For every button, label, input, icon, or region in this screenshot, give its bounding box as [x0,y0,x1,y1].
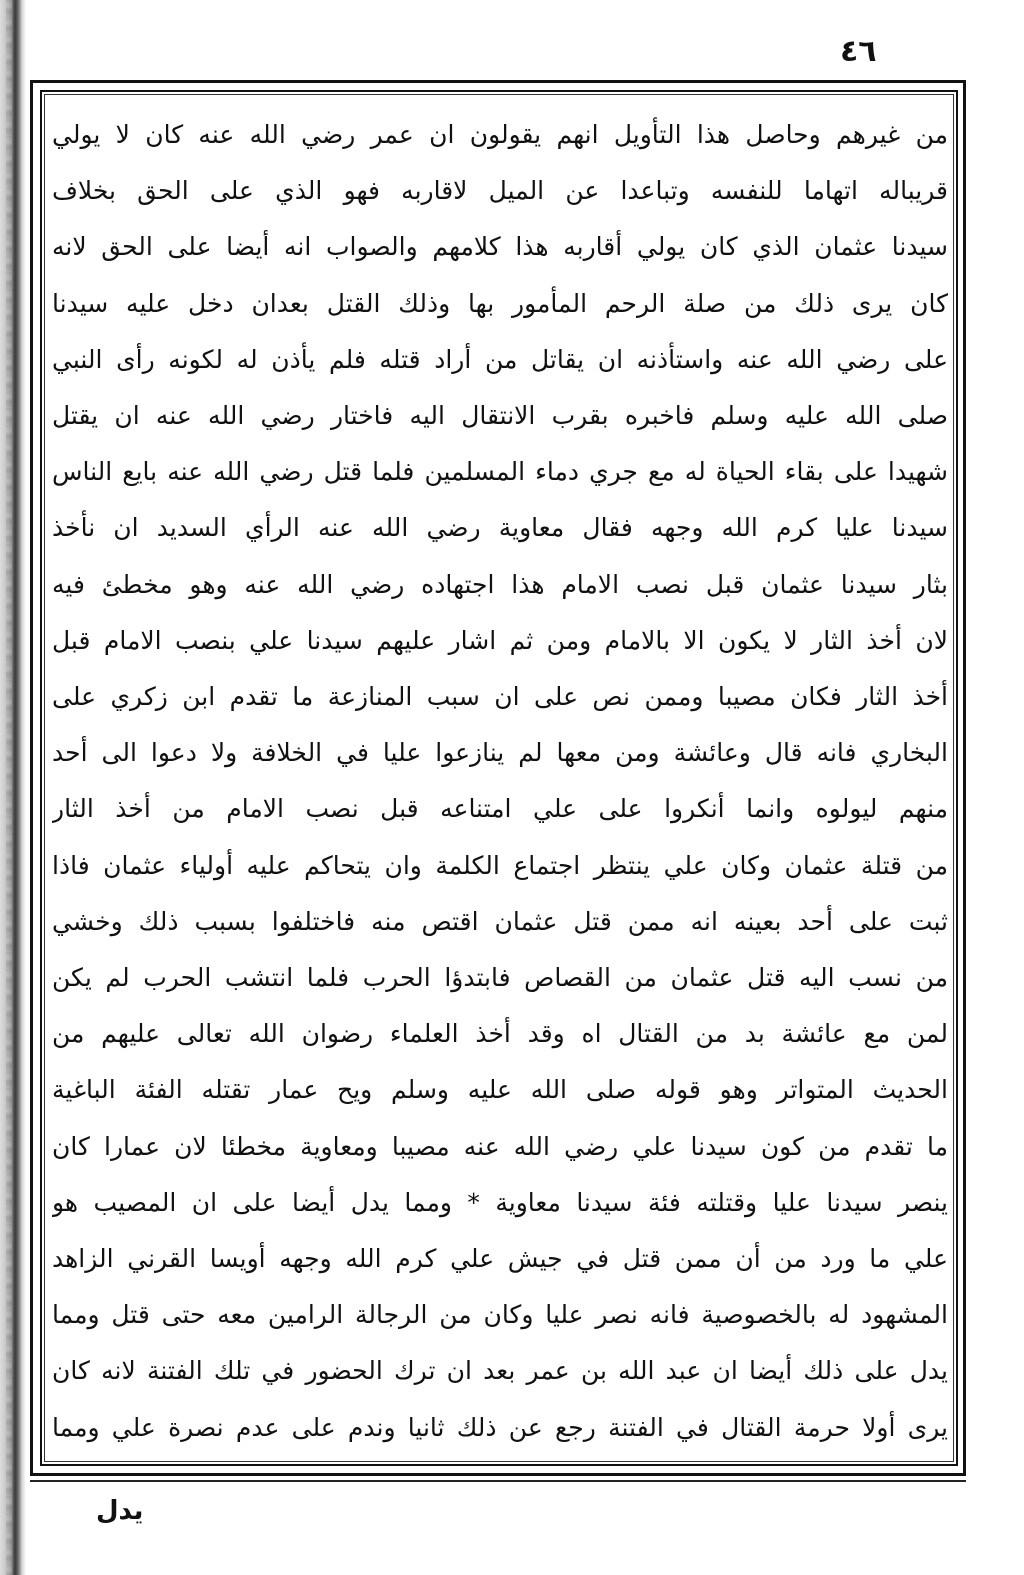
text-line: علي ما ورد من أن ممن قتل في جيش علي كرم الله وجهه أويسا القرني الزاهد [52,1244,948,1273]
text-line: سيدنا عثمان الذي كان يولي أقاربه هذا كلامهم والصواب انه أيضا على الحق لانه [52,232,948,262]
text-line: أخذ الثار فكان مصيبا وممن نص على ان سبب المنازعة ما تقدم ابن زكري على [52,682,948,711]
text-line: ينصر سيدنا عليا وقتلته فئة سيدنا معاوية * ومما يدل أيضا على ان المصيب هو [52,1187,948,1217]
text-line: يدل على ذلك أيضا ان عبد الله بن عمر بعد ان ترك الحضور في تلك الفتنة لانه كان [52,1356,948,1386]
text-line: قريباله اتهاما للنفسه وتباعدا عن الميل لاقاربه فهو الذي على الحق بخلاف [52,176,948,206]
text-line: لمن مع عائشة بد من القتال اه وقد أخذ العلماء رضوان الله تعالى عليهم من [52,1019,948,1049]
scan-gutter-texture [6,0,12,1575]
text-line: صلى الله عليه وسلم فاخبره بقرب الانتقال اليه فاختار رضي الله عنه ان يقتل [52,401,948,430]
text-line: يرى أولا حرمة القتال في الفتنة رجع عن ذلك ثانيا وندم على عدم نصرة علي ومما [52,1412,948,1442]
text-line: ما تقدم من كون سيدنا علي رضي الله عنه مصيبا ومعاوية مخطئا لان عمارا كان [52,1131,948,1161]
text-line: ثبت على أحد بعينه انه ممن قتل عثمان اقتص منه فاختلفوا بسبب ذلك وخشي [52,906,948,936]
text-line: على رضي الله عنه واستأذنه ان يقاتل من أراد قتله فلم يأذن له لكونه رأى النبي [52,344,948,374]
scan-gutter-shadow [0,0,26,1575]
body-text [52,100,948,1456]
text-line: الحديث المتواتر وهو قوله صلى الله عليه وسلم ويح عمار تقتله الفئة الباغية [52,1075,948,1105]
text-line: كان يرى ذلك من صلة الرحم المأمور بها وذلك القتل بعدان دخل عليه سيدنا [52,288,948,318]
bottom-rule [30,1480,966,1482]
text-line: المشهود له بالخصوصية فانه نصر عليا وكان من الرجالة الرامين معه حتى قتل ومما [52,1300,948,1330]
text-line: من غيرهم وحاصل هذا التأويل انهم يقولون ان عمر رضي الله عنه كان لا يولي [52,120,948,149]
text-line: شهيدا على بقاء الحياة له مع جري دماء المسلمين فلما قتل رضي الله عنه بايع الناس [52,457,948,487]
text-line: من نسب اليه قتل عثمان من القصاص فابتدؤا الحرب فلما انتشب الحرب لم يكن [52,963,948,992]
text-line: البخاري فانه قال وعائشة ومن معها لم ينازعوا عليا في الخلافة ولا دعوا الى أحد [52,738,948,768]
text-line: من قتلة عثمان وكان علي ينتظر اجتماع الكلمة وان يتحاكم عليه أولياء عثمان فاذا [52,850,948,880]
text-line: سيدنا عليا كرم الله وجهه فقال معاوية رضي الله عنه الرأي السديد ان نأخذ [52,513,948,543]
text-line: لان أخذ الثار لا يكون الا بالامام ومن ثم اشار عليهم سيدنا علي بنصب الامام قبل [52,625,948,655]
catchword: يدل [96,1496,144,1526]
page-number: ٤٦ [840,34,877,69]
text-line: بثار سيدنا عثمان قبل نصب الامام هذا اجتهاده رضي الله عنه وهو مخطئ فيه [52,569,948,599]
text-line: منهم ليولوه وانما أنكروا على علي امتناعه قبل نصب الامام من أخذ الثار [52,794,948,824]
